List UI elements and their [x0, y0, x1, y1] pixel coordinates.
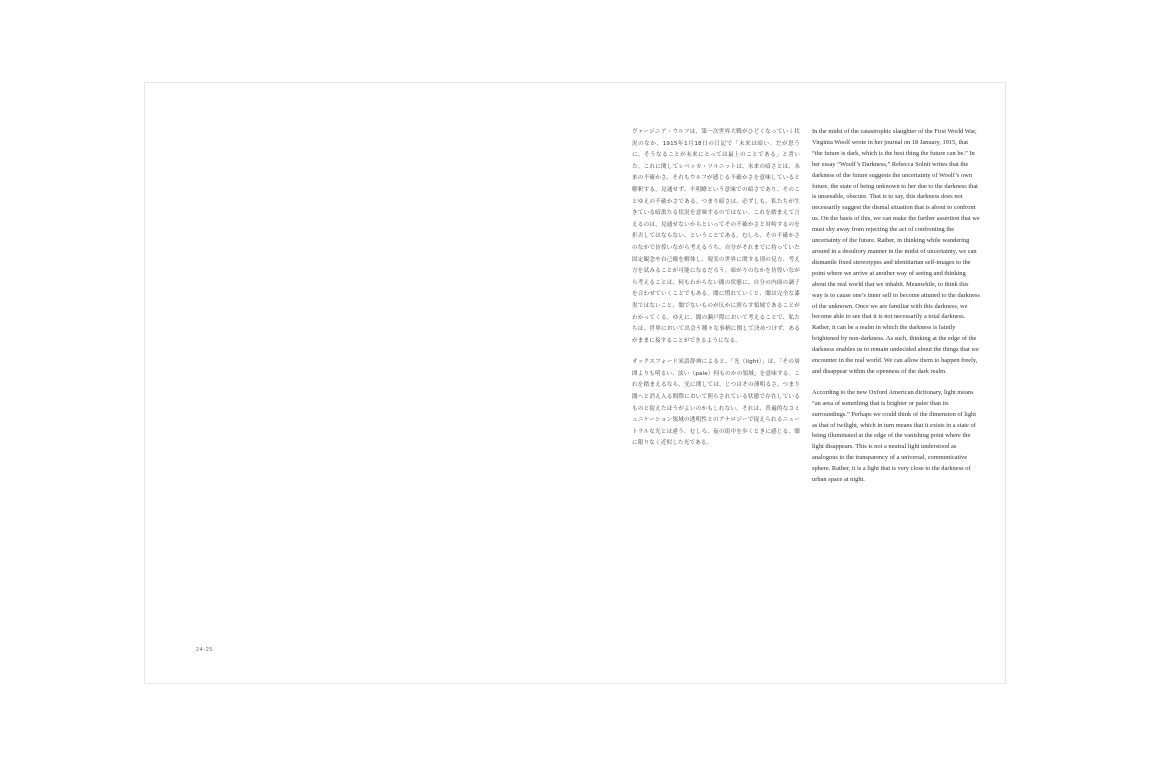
- japanese-paragraph-2: オックスフォード米語辞典によると、「光（light）」は、「その周囲よりも明るい、淡い（pale）何ものかの領域」を意味する。これを踏まえるなら、光に関しては、じつはその薄明るさ、つまり闇へと消え入る間際において照らされている状態で存在しているものと捉えたほうがよいのかもしれない。それは、普遍的なコミュニケーション領域の透明性とのアナロジーで捉えられるニュートラルな光とは違う。むしろ、夜の街中を歩くときに感じる、闇に限りなく近似した光である。: [632, 359, 800, 447]
- page-number: 24-25: [196, 647, 214, 653]
- japanese-paragraph-1: ヴァージニア・ウルフは、第一次世界大戦がひどくなっていく状況のなか、1915年1月18日の日記で「未来は暗い。だが思うに、そうなることが未来にとっては最上のことである」と書いた。これに関してレベッカ・ソルニットは、未来の暗さとは、未来の不確かさ、それもウルフが感じる不確かさを意味していると解釈する。見通せず、不明瞭という意味での暗さであり、そのことゆえの不確かさである。つまり暗さは、必ずしも、私たちが生きている暗澹たる状況を意味するのではない。これを踏まえて言えるのは、見通せないからといってその不確かさと対峙するのを拒否してはならない、ということである。むしろ、その不確かさのなかで彷徨いながら考えるうち、自分がそれまでに持っていた固定観念や自己像を解体し、現実の世界に関する別の見方、考え方を試みることが可能になるだろう。暗がりのなかを彷徨いながら考えることは、何もわからない闇の状態に、自分の内面の調子を合わせていくことでもある。闇に慣れていくと、闇は完全な漆黒ではないこと、闇でないものが仄かに照らす領域であることがわかってくる。ゆえに、闇の瀬戸際において考えることで、私たちは、世界において出会う種々な事柄に関して決めつけず、あるがままに接することができるようになる。: [632, 129, 800, 344]
- english-paragraph-2: According to the new Oxford American dictionary, light means “an area of something that is brighter or paler than its surroundings.” Perhaps we could think of the dimension of light as that of twilight, which in turn means that it exists in a state of being illuminated at the edge of the vanishing point where the light disappears. This is not a neutral light understood as analogous to the transparency of a universal, communicative sphere. Rather, it is a light that is very close to the darkness of urban space at night.: [812, 388, 977, 484]
- english-text-column: [812, 127, 980, 486]
- english-paragraph-1: In the midst of the catastrophic slaughter of the First World War, Virginia Woolf wrote in her journal on 18 January, 1915, that “the future is dark, which is the best thing the future can be.” In her essay “Woolf’s Darkness,” Rebecca Solnit writes that the darkness of the future suggests the uncertainty of Woolf’s own future, the state of being unknown to her due to the darkness that is unseeable, obscure. That is to say, this darkness does not necessarily suggest the dismal situation that is about to confront us. On the basis of this, we can make the further assertion that we must shy away from rejecting the act of confronting the uncertainty of the future. Rather, in thinking while wandering around in a desultory manner in the midst of uncertainty, we can dismantle fixed stereotypes and identitarian self-images to the point where we arrive at another way of seeing and thinking about the real world that we inhabit. Meanwhile, to think this way is to cause one’s inner self to become attuned to the darkness of the unknown. Once we are familiar with this darkness, we become able to see that it is not necessarily a total darkness. Rather, it can be a realm in which the darkness is faintly brightened by non-darkness. As such, thinking at the edge of the darkness enables us to remain undecided about the things that we encounter in the real world. We can allow them to happen freely, and disappear within the openness of the dark realm.: [812, 128, 980, 375]
- japanese-text-column: [632, 127, 800, 450]
